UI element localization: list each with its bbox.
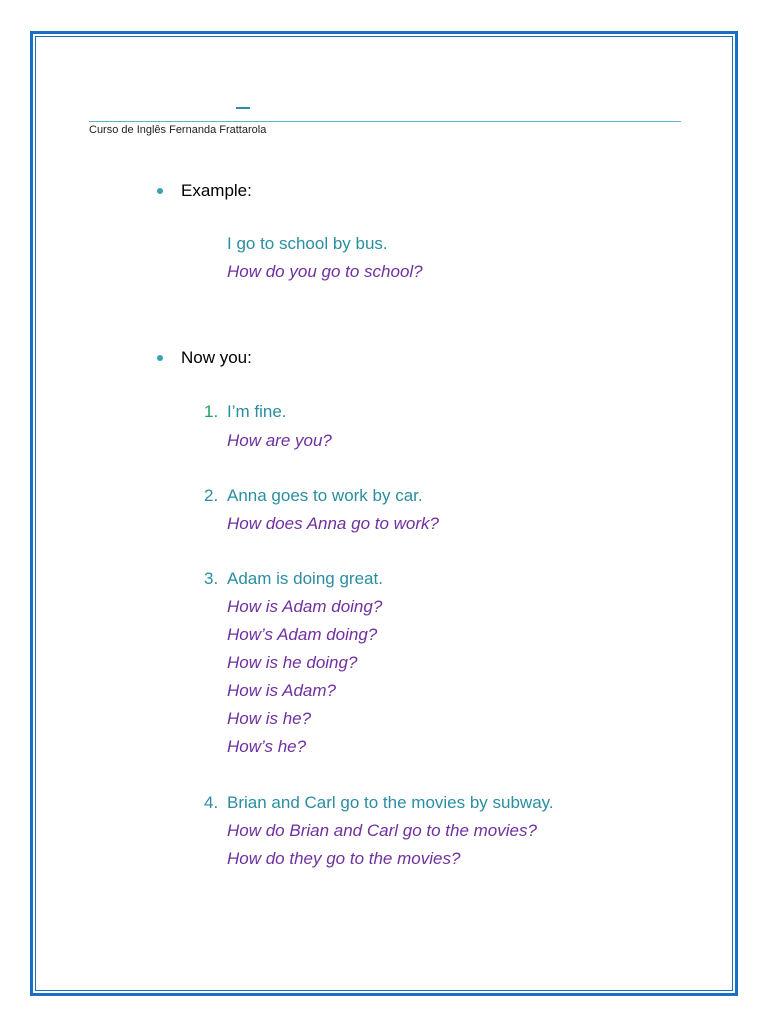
header-rule (89, 121, 681, 122)
item-question: How do Brian and Carl go to the movies? (227, 821, 537, 840)
item-answer: Adam is doing great. (227, 569, 383, 588)
example-question: How do you go to school? (227, 262, 423, 281)
example-label: Example: (181, 181, 252, 200)
header-title: Curso de Inglês Fernanda Frattarola (89, 124, 267, 136)
item-answer: Anna goes to work by car. (227, 486, 423, 505)
item-question: How does Anna go to work? (227, 514, 439, 533)
item-question: How’s Adam doing? (227, 625, 378, 644)
bullet-icon (157, 355, 163, 361)
item-answer: I’m fine. (227, 402, 287, 421)
bullet-icon (157, 188, 163, 194)
now-you-label: Now you: (181, 348, 252, 367)
item-question: How are you? (227, 431, 332, 450)
example-answer: I go to school by bus. (227, 234, 388, 253)
item-question: How is Adam? (227, 681, 336, 700)
item-question: How is he? (227, 709, 312, 728)
item-number: 2. (204, 486, 219, 505)
item-question: How is Adam doing? (227, 597, 383, 616)
item-number: 4. (204, 793, 219, 812)
item-question: How do they go to the movies? (227, 849, 461, 868)
item-question: How’s he? (227, 737, 307, 756)
item-answer: Brian and Carl go to the movies by subway. (227, 793, 554, 812)
header-dash (236, 107, 250, 109)
item-number: 1. (204, 402, 219, 421)
item-question: How is he doing? (227, 653, 358, 672)
item-number: 3. (204, 569, 219, 588)
